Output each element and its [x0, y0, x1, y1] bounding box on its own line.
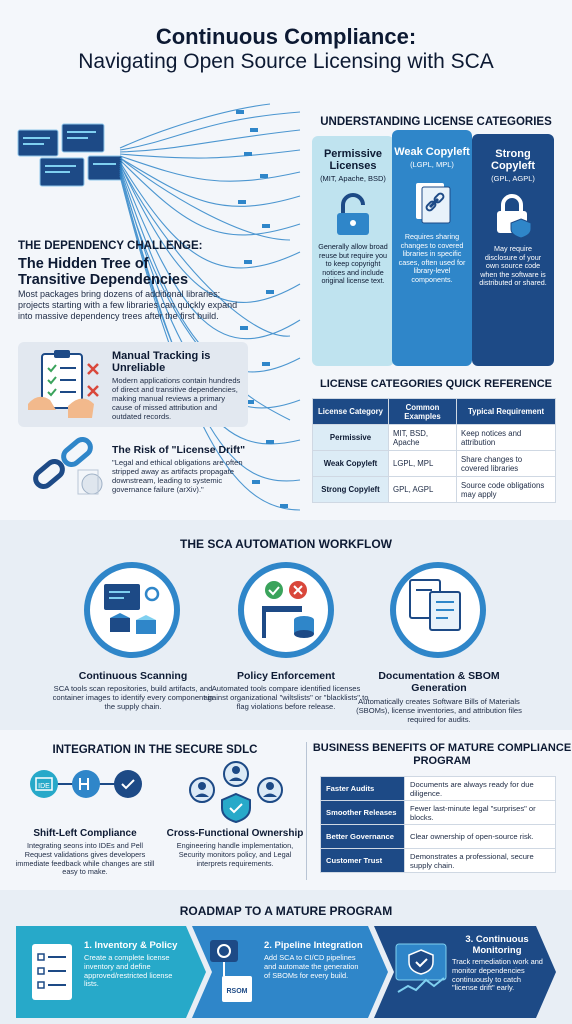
quick-reference-title: LICENSE CATEGORIES QUICK REFERENCE [319, 378, 553, 390]
manual-tracking-body: Modern applications contain hundreds of direct and transitive dependencies, making manual reviews a primary cause of missed attribution and outdated records. [112, 376, 241, 421]
dependency-body: Most packages bring dozens of additional libraries; projects starting with a few libraries can quickly expand into massive dependency trees after the first build. [18, 289, 238, 321]
table-cell: Weak Copyleft [313, 451, 389, 477]
page-subtitle: Navigating Open Source Licensing with SCA [78, 50, 494, 73]
workflow-step-desc: SCA tools scan repositories, build artifacts, and container images to identify every component in the supply chain. [52, 684, 214, 711]
quick-reference-table [312, 398, 556, 503]
ide-label: IDE [38, 783, 50, 790]
workflow-title: THE SCA AUTOMATION WORKFLOW [180, 537, 392, 551]
table-cell: Strong Copyleft [313, 477, 389, 503]
benefit-value: Clear ownership of open-source risk. [405, 825, 556, 849]
benefits-title: BUSINESS BENEFITS OF MATURE COMPLIANCE PROGRAM [312, 742, 572, 767]
table-row [321, 777, 556, 801]
pipeline-icon [24, 764, 148, 824]
column-header: Typical Requirement [457, 399, 556, 425]
document-link-icon [410, 179, 454, 227]
table-cell: GPL, AGPL [389, 477, 457, 503]
license-drift-body: "Legal and ethical obligations are often stripped away as artifacts propagate downstream, leading to systemic governance failure (arXiv)." [112, 458, 243, 494]
column-header: License Category [313, 399, 389, 425]
team-shield-icon [186, 760, 286, 826]
shift-left-desc: Integrating seons into IDEs and Pell Request validations gives developers immediate feedback while changes are still easy to make. [15, 841, 155, 877]
documents-icon [396, 568, 480, 652]
benefit-value: Demonstrates a professional, secure supply chain. [405, 849, 556, 873]
roadmap-step-name: 1. Inventory & Policy [84, 940, 178, 951]
table-header-row [313, 399, 556, 425]
page-title: Continuous Compliance: [155, 24, 417, 49]
benefit-key: Smoother Releases [321, 801, 405, 825]
roadmap-step-desc: Create a complete license inventory and define approved/restricted license lists. [84, 953, 173, 989]
header [0, 0, 572, 100]
monitors-icon [18, 124, 122, 186]
strong-copyleft-card [472, 134, 554, 366]
dependency-title: The Hidden Tree of Transitive Dependencies [18, 256, 189, 288]
table-row [313, 451, 556, 477]
strong-examples: (GPL, AGPL) [491, 174, 535, 183]
documentation-circle [390, 562, 486, 658]
open-lock-icon [333, 193, 373, 237]
permissive-license-card [312, 136, 394, 366]
table-cell: Keep notices and attribution [457, 425, 556, 451]
table-cell: Share changes to covered libraries [457, 451, 556, 477]
shift-left-name: Shift-Left Compliance [33, 828, 137, 839]
benefit-key: Faster Audits [321, 777, 405, 801]
table-cell: Permissive [313, 425, 389, 451]
table-cell: Source code obligations may apply [457, 477, 556, 503]
workflow-step-desc: Automatically creates Software Bills of Materials (SBOMs), license inventories, and attribution files required for audits. [356, 697, 522, 724]
clipboard-checklist-icon [28, 348, 108, 420]
workflow-step-name: Documentation & SBOM Generation [378, 670, 500, 694]
sbom-label: RSOM [226, 988, 248, 995]
roadmap-title: ROADMAP TO A MATURE PROGRAM [179, 904, 393, 918]
column-header: Common Examples [389, 399, 457, 425]
license-drift-title: The Risk of "License Drift" [112, 444, 246, 456]
section-divider [306, 742, 307, 880]
permissive-examples: (MIT, Apache, BSD) [320, 174, 386, 183]
scanning-circle [84, 562, 180, 658]
roadmap-step-desc: Add SCA to CI/CD pipelines and automate the generation of SBOMs for every build. [264, 953, 359, 980]
table-cell: MIT, BSD, Apache [389, 425, 457, 451]
checklist-icon [28, 940, 78, 1006]
roadmap-step-desc: Track remediation work and monitor dependencies continuously to catch "license drift" early. [452, 957, 543, 993]
weak-examples: (LGPL, MPL) [410, 160, 454, 169]
table-row [321, 801, 556, 825]
table-cell: LGPL, MPL [389, 451, 457, 477]
benefit-value: Fewer last-minute legal "surprises" or blocks. [405, 801, 556, 825]
workflow-step-name: Continuous Scanning [78, 670, 188, 682]
weak-name: Weak Copyleft [394, 146, 470, 158]
shield-monitor-icon [394, 938, 448, 1004]
weak-copyleft-card [392, 130, 472, 366]
gear-sbom-icon [206, 936, 258, 1008]
dependency-kicker: THE DEPENDENCY CHALLENGE: [18, 240, 203, 252]
scanning-icon [90, 568, 174, 652]
table-row [313, 425, 556, 451]
policy-circle [238, 562, 334, 658]
benefits-table [320, 776, 556, 873]
workflow-step-desc: Automated tools compare identified licenses against organizational "wiltslists" or "blacklists" to flag violations before release. [203, 684, 369, 711]
shield-lock-icon [491, 193, 535, 239]
table-row [321, 825, 556, 849]
strong-name: Strong Copyleft [491, 148, 535, 172]
benefit-key: Better Governance [321, 825, 405, 849]
table-row [321, 849, 556, 873]
policy-gate-icon [244, 568, 328, 652]
cross-functional-name: Cross-Functional Ownership [166, 828, 304, 839]
benefit-value: Documents are always ready for due diligence. [405, 777, 556, 801]
benefit-key: Customer Trust [321, 849, 405, 873]
roadmap-step-name: 2. Pipeline Integration [264, 940, 363, 951]
table-row [313, 477, 556, 503]
strong-desc: May require disclosure of your own source code when the software is distributed or shared. [479, 244, 547, 287]
license-categories-title: UNDERSTANDING LICENSE CATEGORIES [320, 116, 552, 128]
cross-functional-desc: Engineering handle implementation, Security monitors policy, and Legal interprets requirements. [176, 841, 294, 868]
weak-desc: Requires sharing changes to covered libraries in specific cases, often used for library-level components. [398, 232, 466, 284]
roadmap-step-name: 3. Continuous Monitoring [465, 934, 529, 956]
permissive-desc: Generally allow broad reuse but require you to keep copyright notices and include original license text. [318, 242, 388, 285]
integration-title: INTEGRATION IN THE SECURE SDLC [52, 744, 258, 756]
permissive-name: Permissive Licenses [323, 148, 383, 172]
manual-tracking-title: Manual Tracking is Unreliable [112, 350, 211, 374]
workflow-step-name: Policy Enforcement [236, 670, 336, 682]
broken-chain-icon [28, 436, 106, 500]
